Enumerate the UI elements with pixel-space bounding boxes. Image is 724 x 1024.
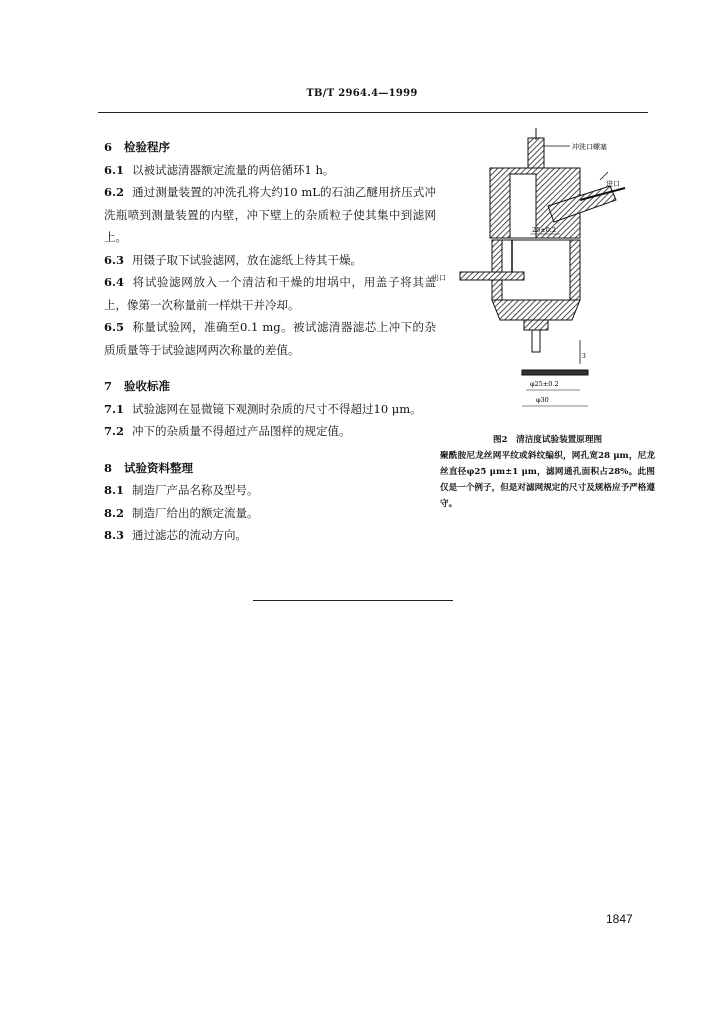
bottom-flange bbox=[492, 300, 580, 320]
section-heading-7: 7 验收标准 bbox=[104, 379, 170, 393]
section-heading-8: 8 试验资料整理 bbox=[104, 460, 193, 475]
figure-title: 图2 清洁度试验装置原理图 bbox=[492, 435, 603, 445]
clause-8-1: 8.1 制造厂产品名称及型号。 bbox=[104, 483, 259, 497]
figure-caption bbox=[440, 432, 655, 512]
page-number: 1847 bbox=[606, 912, 633, 926]
clause-6-3: 6.3 用镊子取下试验滤网，放在滤纸上待其干燥。 bbox=[104, 252, 362, 267]
clause-7-1: 7.1 试验滤网在显微镜下观测时杂质的尺寸不得超过10 μm。 bbox=[104, 401, 422, 416]
label-inlet: 进口 bbox=[606, 180, 620, 188]
label-outlet: 出口 bbox=[432, 274, 446, 282]
filter-screen-detail bbox=[522, 370, 588, 375]
label-dim-top: 25±0.2 bbox=[532, 226, 557, 234]
outlet-pipe bbox=[460, 272, 524, 280]
clause-8-2: 8.2 制造厂给出的额定流量。 bbox=[104, 505, 259, 520]
figure-note: 聚酰胺尼龙丝网平纹或斜纹编织，网孔宽28 μm，尼龙丝直径φ25 μm±1 μm，滤网通孔面积占28%。此图仅是一个例子，但是对滤网规定的尺寸及规格应予严格遵守。 bbox=[440, 451, 655, 509]
label-dim-small: φ25±0.2 bbox=[530, 380, 559, 388]
clause-6-4: 6.4 将试验滤网放入一个清洁和干燥的坩埚中，用盖子将其盖上，像第一次称量前一样烘干并冷却。 bbox=[104, 275, 436, 312]
clause-8-3: 8.3 通过滤芯的流动方向。 bbox=[104, 528, 247, 542]
flush-plug-shape bbox=[528, 138, 544, 168]
test-apparatus-figure bbox=[430, 128, 650, 428]
lower-chamber bbox=[492, 240, 580, 300]
clause-6-5: 6.5 称量试验网，准确至0.1 mg。被试滤清器滤芯上冲下的杂质质量等于试验滤网两次称量的差值。 bbox=[104, 320, 436, 357]
label-flush-port: 冲洗口螺塞 bbox=[572, 143, 607, 151]
clause-6-1: 6.1 以被试滤清器额定流量的两倍循环1 h。 bbox=[104, 162, 335, 177]
label-dim-large: φ30 bbox=[536, 396, 549, 404]
label-dim-height: 3 bbox=[582, 353, 586, 360]
document-header: TB/T 2964.4—1999 bbox=[306, 88, 418, 99]
clause-7-2: 7.2 冲下的杂质量不得超过产品图样的规定值。 bbox=[104, 424, 351, 438]
section-heading-6: 6 检验程序 bbox=[104, 140, 170, 154]
header-rule bbox=[98, 112, 648, 113]
footnote-rule bbox=[253, 600, 453, 601]
clause-6-2: 6.2 通过测量装置的冲洗孔将大约10 mL的石油乙醚用挤压式冲洗瓶喷到测量装置的内壁，冲下壁上的杂质粒子使其集中到滤网上。 bbox=[104, 185, 436, 244]
body-text bbox=[104, 132, 436, 547]
drain-stem bbox=[532, 330, 540, 352]
